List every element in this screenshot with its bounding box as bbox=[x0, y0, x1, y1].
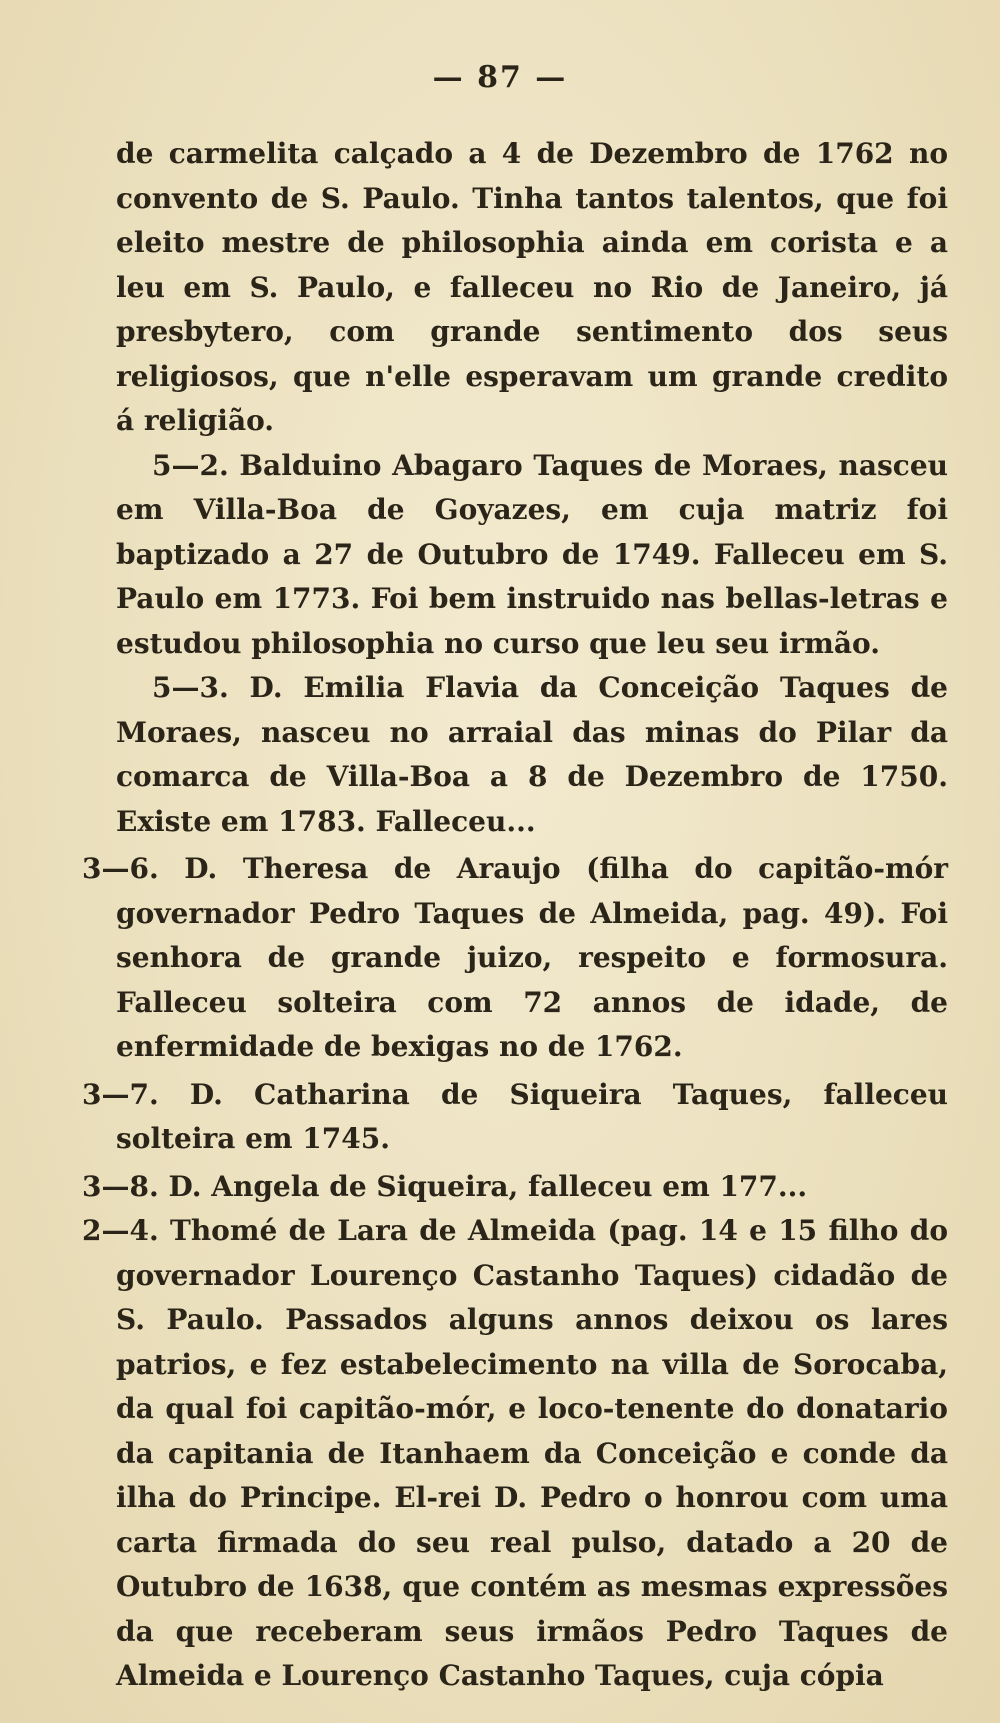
paragraph-entry-5-3: 5—3. D. Emilia Flavia da Conceição Taques de Moraes, nasceu no arraial das minas do Pilar da comarca de Villa-Boa a 8 de Dezembro de 1750. Existe em 1783. Falleceu... bbox=[116, 671, 948, 838]
paragraph-entry-3-6: 3—6. D. Theresa de Araujo (filha do capitão-mór governador Pedro Taques de Almeida, pag. 49). Foi senhora de grande juizo, respeito e formosura. Falleceu solteira com 72 annos de idade, de enfermidade de bexigas no de 1762. bbox=[82, 852, 948, 1063]
paragraph-continuation: de carmelita calçado a 4 de Dezembro de 1762 no convento de S. Paulo. Tinha tantos talentos, que foi eleito mestre de philosophia ainda em corista e a leu em S. Paulo, e falleceu no Rio de Janeiro, já presbytero, com grande sentimento dos seus religiosos, que n'elle esperavam um grande credito á religião. bbox=[116, 137, 948, 437]
paragraph-entry-5-2: 5—2. Balduino Abagaro Taques de Moraes, nasceu em Villa-Boa de Goyazes, em cuja matriz foi baptizado a 27 de Outubro de 1749. Falleceu em S. Paulo em 1773. Foi bem instruido nas bellas-letras e estudou philosophia no curso que leu seu irmão. bbox=[116, 448, 948, 660]
paragraph-entry-3-7: 3—7. D. Catharina de Siqueira Taques, falleceu solteira em 1745. bbox=[82, 1077, 948, 1155]
paragraph-entry-3-8: 3—8. D. Angela de Siqueira, falleceu em 177... bbox=[82, 1169, 808, 1203]
paragraph-entry-2-4: 2—4. Thomé de Lara de Almeida (pag. 14 e 15 filho do governador Lourenço Castanho Taques) cidadão de S. Paulo. Passados alguns annos deixou os lares patrios, e fez estabelecimento na villa de Sorocaba, da qual foi capitão-mór, e loco-tenente do donatario da capitania de Itanhaem da Conceição e conde da ilha do Principe. El-rei D. Pedro o honrou com uma carta firmada do seu real pulso, datado a 20 de Outubro de 1638, que contém as mesmas expressões da que receberam seus irmãos Pedro Taques de Almeida e Lourenço Castanho Taques, cuja cópia bbox=[82, 1214, 948, 1692]
page-number: — 87 — bbox=[432, 60, 568, 95]
